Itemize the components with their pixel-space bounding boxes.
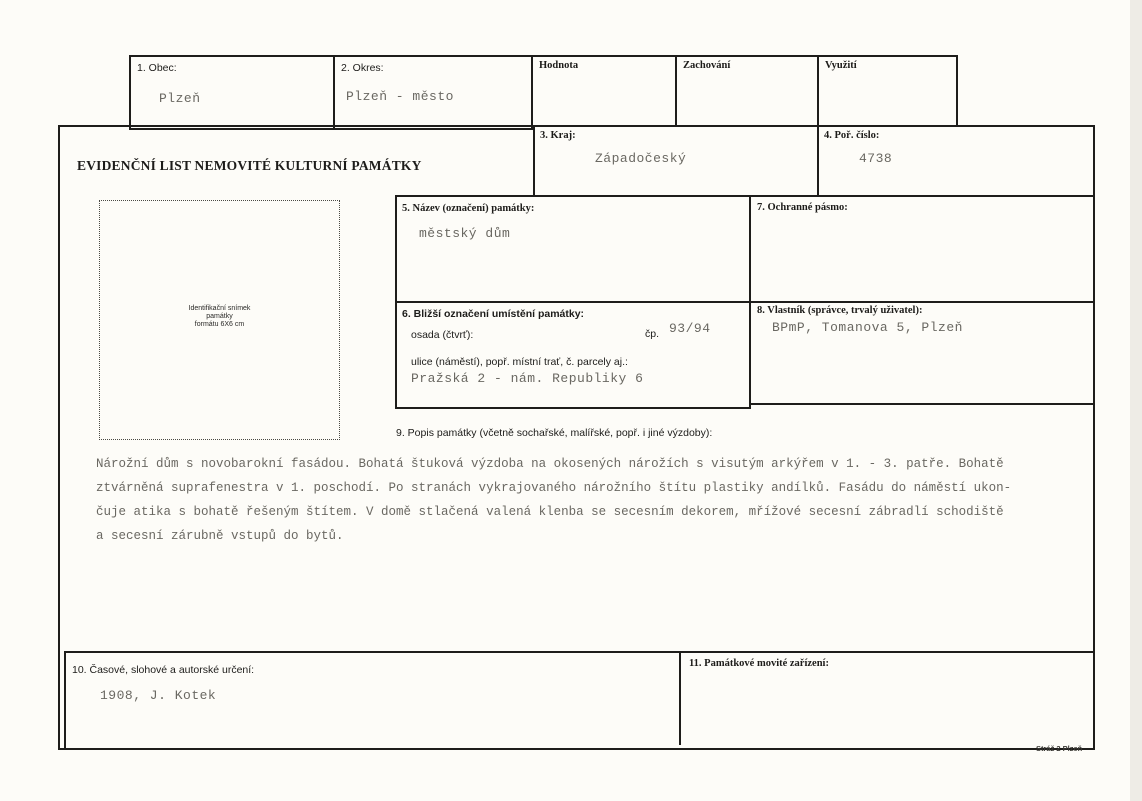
- okres-value: Plzeň - město: [346, 89, 454, 104]
- kraj-label: 3. Kraj:: [540, 130, 576, 141]
- popis-line: čuje atika s bohatě řešeným štítem. V domě stlačená valená klenba se secesním dekorem, mřížové secesní zábradlí schodiště: [96, 505, 1004, 519]
- hodnota-label: Hodnota: [539, 60, 579, 71]
- cp-label: čp.: [645, 328, 660, 340]
- vyuziti-label: Využití: [825, 60, 857, 71]
- vlastnik-value: BPmP, Tomanova 5, Plzeň: [772, 320, 963, 335]
- sheet-edge: [1130, 0, 1142, 801]
- photo-caption-line: Identifikační snímek: [188, 305, 251, 312]
- nazev-value: městský dům: [419, 226, 511, 241]
- okres-label: 2. Okres:: [341, 62, 384, 74]
- por-cislo-value: 4738: [859, 151, 893, 166]
- vlastnik-label: 8. Vlastník (správce, trvalý uživatel):: [757, 305, 923, 316]
- divider: [395, 301, 1095, 303]
- photo-caption-line: památky: [206, 313, 233, 320]
- popis-label: 9. Popis památky (včetně sochařské, malířské, popř. i jiné výzdoby):: [396, 427, 713, 439]
- popis-line: a secesní zárubně vstupů do bytů.: [96, 529, 344, 543]
- urceni-label: 10. Časové, slohové a autorské určení:: [72, 664, 255, 676]
- nazev-label: 5. Název (označení) památky:: [402, 203, 535, 214]
- divider: [749, 403, 1095, 405]
- umisteni-label: 6. Bližší označení umístění památky:: [402, 308, 585, 320]
- zachovani-label: Zachování: [683, 60, 731, 71]
- obec-value: Plzeň: [159, 91, 201, 106]
- ulice-value: Pražská 2 - nám. Republiky 6: [411, 371, 644, 386]
- urceni-value: 1908, J. Kotek: [100, 688, 217, 703]
- kraj-value: Západočeský: [595, 151, 687, 166]
- osada-label: osada (čtvrť):: [411, 329, 474, 341]
- movite-zarizeni-label: 11. Památkové movité zařízení:: [689, 658, 829, 669]
- photo-caption-line: formátu 6X6 cm: [194, 321, 245, 328]
- popis-text: [96, 452, 1086, 548]
- form-title: EVIDENČNÍ LIST NEMOVITÉ KULTURNÍ PAMÁTKY: [77, 158, 422, 173]
- por-cislo-label: 4. Poř. číslo:: [824, 130, 880, 141]
- photo-placeholder: [99, 200, 340, 440]
- divider: [533, 125, 535, 197]
- obec-label: 1. Obec:: [137, 62, 177, 74]
- printer-imprint: Stráž 2 Plzeň: [1036, 744, 1083, 753]
- popis-line: Nárožní dům s novobarokní fasádou. Bohatá štuková výzdoba na okosených nárožích s visutým arkýřem v 1. - 3. patře. Bohatě: [96, 457, 1004, 471]
- divider: [395, 407, 751, 409]
- divider: [817, 125, 819, 197]
- popis-line: ztvárněná suprafenestra v 1. poschodí. Po stranách vykrajovaného nárožního štítu plastiky andílků. Fasádu do náměstí ukon-: [96, 481, 1012, 495]
- cp-value: 93/94: [669, 321, 711, 336]
- ulice-label: ulice (náměstí), popř. místní trať, č. parcely aj.:: [411, 356, 628, 368]
- ochranne-pasmo-label: 7. Ochranné pásmo:: [757, 202, 848, 213]
- divider: [395, 195, 1095, 197]
